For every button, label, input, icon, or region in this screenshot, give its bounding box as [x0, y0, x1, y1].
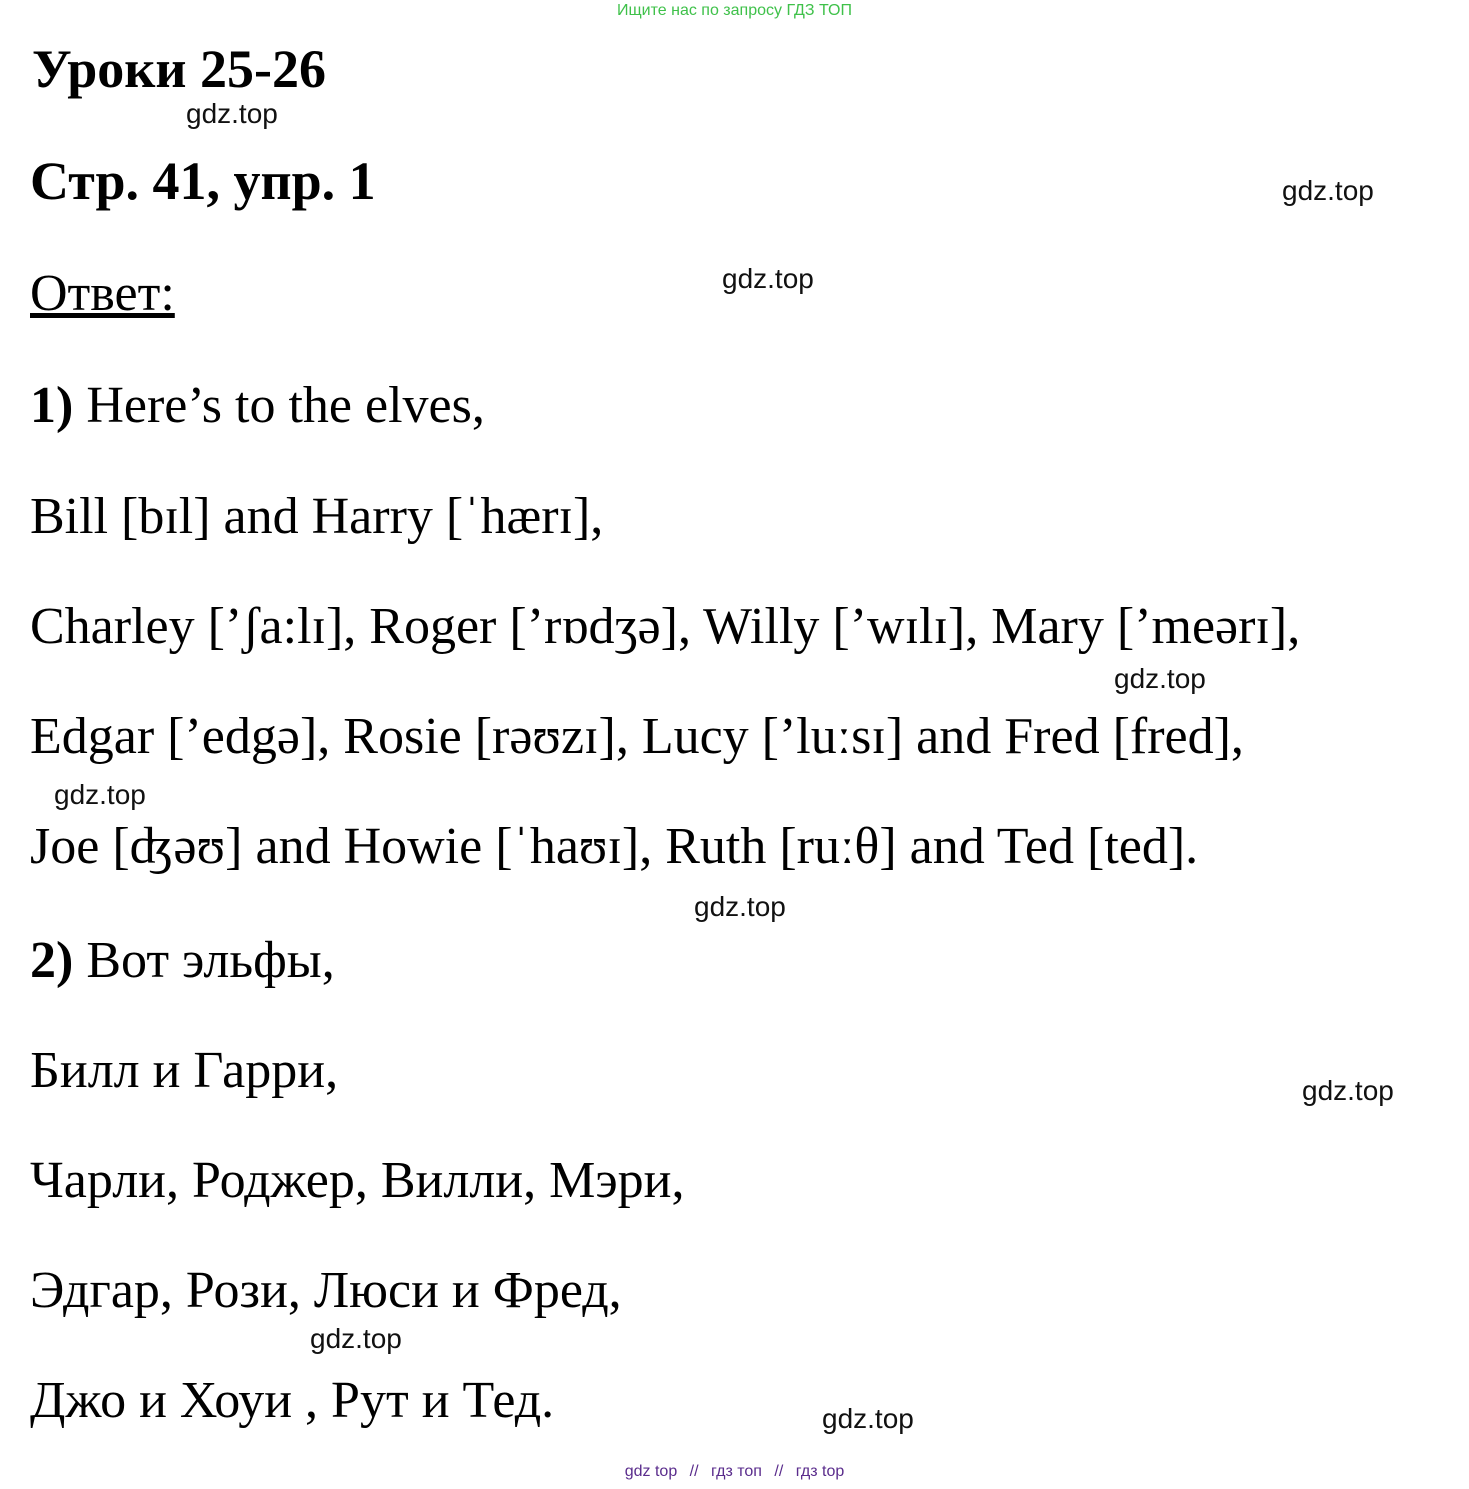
watermark: gdz.top: [54, 779, 146, 810]
part2-line-4: Эдгар, Рози, Люси и Фред,: [30, 1262, 622, 1319]
watermark: gdz.top: [310, 1323, 402, 1354]
part2-line-5: Джо и Хоуи , Рут и Тед.: [30, 1372, 555, 1429]
footer-separator: //: [774, 1463, 784, 1480]
part2-line-1-text: Вот эльфы,: [86, 932, 335, 989]
part1-line-5: Joe [ʤəʊ] and Howie [ˈhaʊɪ], Ruth [ruːθ] and Ted [ted].: [30, 818, 1199, 875]
watermark: gdz.top: [1302, 1075, 1394, 1106]
top-banner: Ищите нас по запросу ГДЗ ТОП: [617, 2, 852, 19]
part1-line-2: Bill [bɪl] and Harry [ˈhærɪ],: [30, 488, 604, 545]
watermark: gdz.top: [1114, 663, 1206, 694]
part1-line-1: [30, 377, 485, 434]
watermark: gdz.top: [722, 263, 814, 294]
answer-label: Ответ:: [30, 265, 175, 322]
watermark: gdz.top: [1282, 175, 1374, 206]
part1-line-3: Charley [’ʃa:lɪ], Roger [’rɒdʒə], Willy [’wɪlɪ], Mary [’meərɪ],: [30, 598, 1301, 655]
footer-separator: //: [689, 1463, 699, 1480]
footer-link[interactable]: gdz top: [624, 1463, 678, 1480]
part1-line-4: Edgar [’edgə], Rosie [rəʊzɪ], Lucy [’luːsɪ] and Fred [fred],: [30, 708, 1244, 765]
part2-number: 2): [30, 932, 74, 989]
footer: [0, 1463, 1469, 1481]
watermark: gdz.top: [822, 1403, 914, 1434]
footer-link[interactable]: гдз топ: [711, 1463, 762, 1480]
part2-line-2: Билл и Гарри,: [30, 1042, 339, 1099]
part2-line-3: Чарли, Роджер, Вилли, Мэри,: [30, 1152, 685, 1209]
watermark: gdz.top: [694, 891, 786, 922]
page-title: Уроки 25-26: [32, 39, 326, 99]
footer-link[interactable]: гдз top: [795, 1463, 845, 1480]
watermark: gdz.top: [186, 98, 278, 129]
exercise-heading: Стр. 41, упр. 1: [30, 151, 376, 211]
part1-number: 1): [30, 377, 74, 434]
part1-line-1-text: Here’s to the elves,: [86, 377, 485, 434]
part2-line-1: [30, 932, 335, 989]
